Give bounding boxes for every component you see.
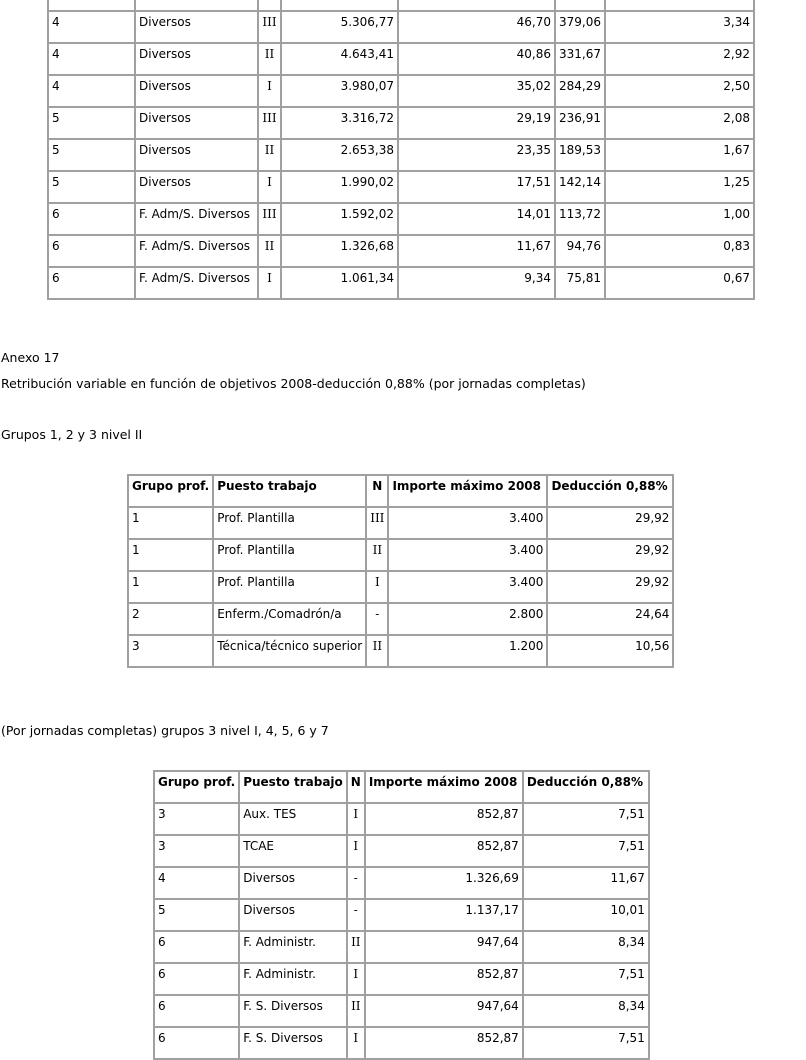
cell-level: I [259,76,280,106]
cell-value: 3,34 [606,12,753,42]
cell-deduction: 23,35 [399,140,554,170]
table-row [49,12,753,42]
cell-level: II [348,932,364,962]
cell-group: 6 [155,932,238,962]
cell-level: I [348,1028,364,1058]
annex-subtitle: Retribución variable en función de objetivos 2008-deducción 0,88% (por jornadas completas) [1,376,586,391]
column-header-job: Puesto trabajo [240,772,346,802]
table-row [49,236,753,266]
table-row [49,140,753,170]
cell-max-amount: 1.200 [389,636,546,666]
cell-level: II [259,44,280,74]
cell-job: F. Adm/S. Diversos [136,204,257,234]
cell-level: II [259,140,280,170]
section-heading-groups-3-to-7: (Por jornadas completas) grupos 3 nivel I, 4, 5, 6 y 7 [1,723,329,738]
cell-group: 5 [49,140,134,170]
cell-max-amount: 3.400 [389,540,546,570]
column-header-max-amount: Importe máximo 2008 [366,772,522,802]
cell-deduction: 46,70 [399,12,554,42]
cell-deduction: 11,67 [399,236,554,266]
cell-annual-amount: 1.061,34 [282,268,397,298]
cell-annual-amount: 2.653,38 [282,140,397,170]
table-row [129,572,672,602]
cell-level: - [348,868,364,898]
cell-job: Diversos [136,108,257,138]
table-row [49,268,753,298]
cell-job: TCAE [240,836,346,866]
cell-job: F. Administr. [240,932,346,962]
cell-job: Prof. Plantilla [214,572,365,602]
cell-max-amount: 852,87 [366,964,522,994]
table-row [155,804,648,834]
cell-group: 3 [129,636,212,666]
cell-value: 2,92 [606,44,753,74]
cell-amount: 284,29 [556,76,604,106]
cell-deduction: 14,01 [399,204,554,234]
cell-group: 1 [129,508,212,538]
cell-value: 2,50 [606,76,753,106]
cell-group: 6 [49,268,134,298]
cell-amount: 94,76 [556,236,604,266]
cell-group: 2 [129,604,212,634]
cell-deduction: 7,51 [524,1028,648,1058]
cell-group: 5 [155,900,238,930]
cell-group: 3 [155,804,238,834]
table-row [155,932,648,962]
cell-annual-amount: 3.316,72 [282,108,397,138]
cell-group: 6 [155,996,238,1026]
annex-title: Anexo 17 [1,350,60,365]
cell-job: Prof. Plantilla [214,508,365,538]
cell-deduction: 9,34 [399,268,554,298]
cell-level: I [348,964,364,994]
cell-annual-amount: 1.592,02 [282,204,397,234]
cell-value: 1,25 [606,172,753,202]
cell-group: 6 [49,204,134,234]
cell-value: 1,00 [606,204,753,234]
column-header-level: N [367,476,387,506]
cell-level: - [348,900,364,930]
salary-table-continued [47,0,755,300]
deduction-table-groups-3-to-7 [153,770,650,1060]
cell-deduction: 29,92 [548,540,672,570]
cell-max-amount: 1.326,69 [366,868,522,898]
cell-max-amount: 852,87 [366,804,522,834]
column-header-deduction: Deducción 0,88% [548,476,672,506]
cell-annual-amount: 3.980,07 [282,76,397,106]
cell-group: 4 [155,868,238,898]
cell-deduction: 7,51 [524,964,648,994]
cell-job: F. Adm/S. Diversos [136,236,257,266]
table-row [49,204,753,234]
table-row [129,636,672,666]
cell-job: F. S. Diversos [240,996,346,1026]
table-row [49,76,753,106]
cell-group: 3 [155,836,238,866]
cell-deduction: 17,51 [399,172,554,202]
cell-deduction: 10,01 [524,900,648,930]
cell-group: 1 [129,572,212,602]
cell-level: II [259,236,280,266]
section-heading-groups-1-2-3: Grupos 1, 2 y 3 nivel II [1,427,143,442]
table-row [49,172,753,202]
table-row [155,1028,648,1058]
cell-level: I [259,172,280,202]
cell-group: 4 [49,76,134,106]
table-header-row [155,772,648,802]
cell-level: II [367,636,387,666]
cell-level: I [367,572,387,602]
cell-level: II [348,996,364,1026]
cell-deduction: 24,64 [548,604,672,634]
table-row [49,44,753,74]
table-row [129,540,672,570]
cell-job: Diversos [136,140,257,170]
cell-deduction: 29,92 [548,508,672,538]
cell-job: Diversos [240,900,346,930]
cell-annual-amount: 4.643,41 [282,44,397,74]
cell-group: 1 [129,540,212,570]
cell-max-amount: 947,64 [366,996,522,1026]
cell-level: II [367,540,387,570]
cell-value: 1,67 [606,140,753,170]
cell-annual-amount: 1.990,02 [282,172,397,202]
cell-max-amount: 3.400 [389,572,546,602]
cell-deduction: 40,86 [399,44,554,74]
cell-deduction: 29,19 [399,108,554,138]
column-header-deduction: Deducción 0,88% [524,772,648,802]
cell-job: Aux. TES [240,804,346,834]
cell-group: 5 [49,172,134,202]
cell-level: III [259,108,280,138]
table-row [129,604,672,634]
cell-group: 6 [155,1028,238,1058]
cell-job: Diversos [136,12,257,42]
cell-value: 0,83 [606,236,753,266]
cell-amount: 236,91 [556,108,604,138]
cell-job: Diversos [136,172,257,202]
cell-deduction: 11,67 [524,868,648,898]
cell-level: III [259,204,280,234]
cell-job: Enferm./Comadrón/a [214,604,365,634]
cell-job: Diversos [136,76,257,106]
cell-level: I [348,836,364,866]
cell-group: 4 [49,12,134,42]
cell-level: - [367,604,387,634]
cell-deduction: 8,34 [524,996,648,1026]
cell-deduction: 7,51 [524,836,648,866]
cell-value: 2,08 [606,108,753,138]
table-row [129,508,672,538]
cell-deduction: 8,34 [524,932,648,962]
cell-deduction: 7,51 [524,804,648,834]
cell-level: I [259,268,280,298]
cell-group: 6 [155,964,238,994]
cell-max-amount: 2.800 [389,604,546,634]
cell-job: Diversos [240,868,346,898]
cell-group: 6 [49,236,134,266]
deduction-table-groups-1-2-3 [127,474,674,668]
cell-level: III [259,12,280,42]
table-row [155,836,648,866]
cell-max-amount: 1.137,17 [366,900,522,930]
cell-max-amount: 3.400 [389,508,546,538]
cell-amount: 113,72 [556,204,604,234]
column-header-level: N [348,772,364,802]
table-row [49,0,753,10]
cell-max-amount: 947,64 [366,932,522,962]
cell-amount: 142,14 [556,172,604,202]
column-header-group: Grupo prof. [129,476,212,506]
cell-group: 5 [49,108,134,138]
table-row [155,996,648,1026]
cell-amount: 189,53 [556,140,604,170]
column-header-max-amount: Importe máximo 2008 [389,476,546,506]
column-header-group: Grupo prof. [155,772,238,802]
cell-level: I [348,804,364,834]
cell-level: III [367,508,387,538]
table-row [155,964,648,994]
cell-job: Prof. Plantilla [214,540,365,570]
table-row [155,868,648,898]
cell-amount: 75,81 [556,268,604,298]
cell-job: Técnica/técnico superior [214,636,365,666]
cell-deduction: 35,02 [399,76,554,106]
cell-annual-amount: 1.326,68 [282,236,397,266]
cell-job: F. Administr. [240,964,346,994]
cell-job: Diversos [136,44,257,74]
cell-value: 0,67 [606,268,753,298]
cell-amount: 379,06 [556,12,604,42]
cell-deduction: 29,92 [548,572,672,602]
table-row [155,900,648,930]
cell-job: F. S. Diversos [240,1028,346,1058]
cell-max-amount: 852,87 [366,836,522,866]
table-header-row [129,476,672,506]
cell-annual-amount: 5.306,77 [282,12,397,42]
column-header-job: Puesto trabajo [214,476,365,506]
cell-max-amount: 852,87 [366,1028,522,1058]
cell-deduction: 10,56 [548,636,672,666]
cell-group: 4 [49,44,134,74]
table-row [49,108,753,138]
cell-amount: 331,67 [556,44,604,74]
cell-job: F. Adm/S. Diversos [136,268,257,298]
